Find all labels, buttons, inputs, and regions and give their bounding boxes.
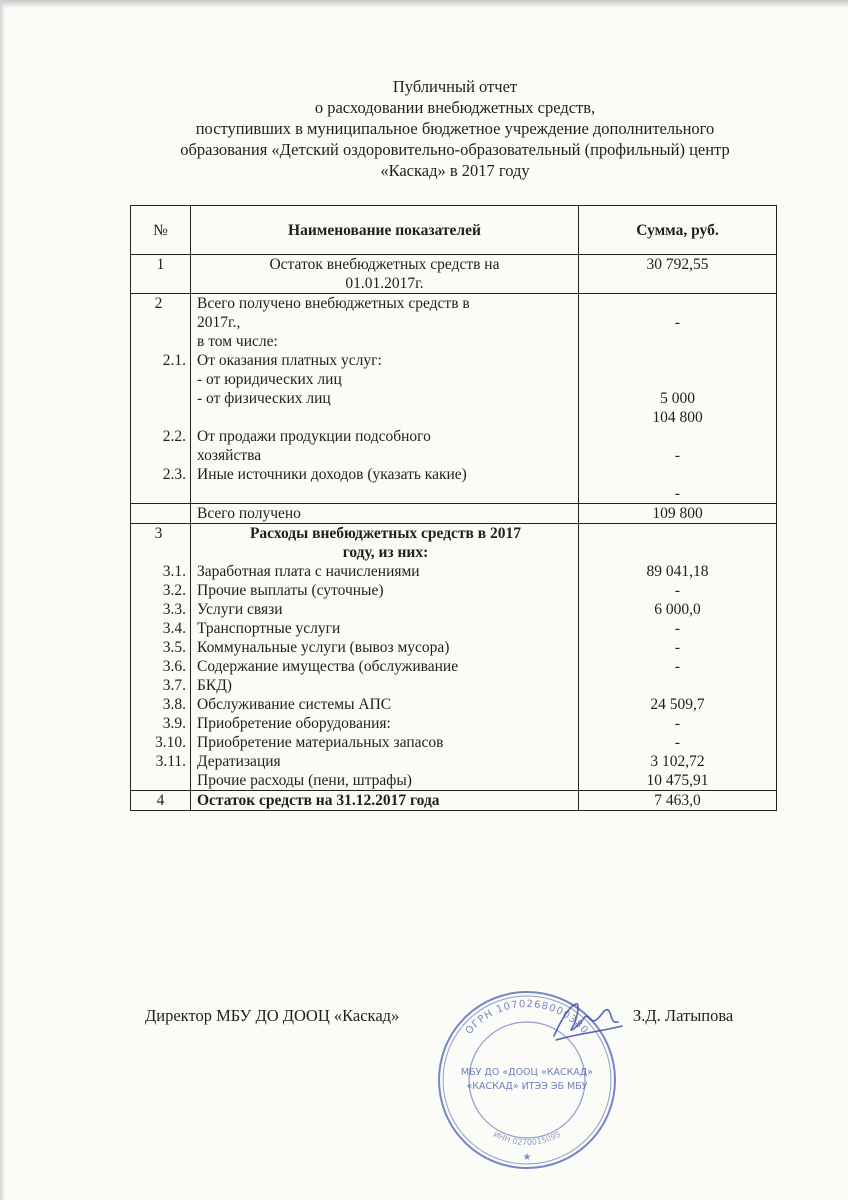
title-line-2: о расходовании внебюджетных средств,: [314, 98, 596, 117]
row3-item: Прочие расходы (пени, штрафы): [197, 772, 412, 789]
header-sum: Сумма, руб.: [579, 206, 777, 255]
row3-num-item: 3.1.: [162, 563, 186, 580]
row3-num-item: 3.3.: [162, 601, 186, 618]
row3-name-line-1: Расходы внебюджетных средств в 2017: [249, 525, 522, 542]
row1-name-line-2: 01.01.2017г.: [345, 275, 424, 292]
row3-sum: -: [674, 658, 681, 675]
row3-item: Транспортные услуги: [197, 620, 341, 637]
row3-item: Прочие выплаты (суточные): [197, 582, 384, 599]
row3-num-item: 3.5.: [162, 639, 186, 656]
row3-sum: -: [674, 582, 681, 599]
table-row-4: [131, 791, 777, 811]
row4-sum: 7 463,0: [579, 791, 777, 811]
row3-sum: 24 509,7: [650, 696, 705, 713]
header-num: №: [131, 206, 191, 255]
row-total-sum: 109 800: [579, 504, 777, 524]
row3-sum: 6 000,0: [654, 601, 701, 618]
row2-name-line-5: - от юридических лиц: [197, 371, 342, 388]
stamp-inner-line-2: «КАСКАД» ИТЭЭ ЭБ МБУ: [466, 1081, 588, 1092]
row1-sum: 30 792,55: [579, 255, 777, 294]
row2-num-2-2: 2.2.: [162, 428, 186, 445]
row3-sum: 3 102,72: [650, 753, 705, 770]
table-row-total-received: [131, 504, 777, 524]
row3-num-item: 3.11.: [155, 753, 186, 770]
row3-item: Обслуживание системы АПС: [197, 696, 392, 713]
row2-sum-other: -: [674, 485, 681, 502]
stamp-outer-text: ОГРН 1070268000380: [463, 998, 591, 1037]
row2-nums: [131, 294, 191, 504]
row3-name: [191, 524, 579, 791]
row2-sum-legal: 5 000: [660, 390, 695, 407]
row2-name-line-9: Иные источники доходов (указать какие): [197, 466, 467, 483]
row3-num-item: 3.9.: [162, 715, 186, 732]
table-row-1: [131, 255, 777, 294]
row3-name-line-2: году, из них:: [342, 544, 429, 561]
stamp-bottom-text: ИНН 0270015095: [491, 1129, 563, 1148]
row2-name-line-1: Всего получено внебюджетных средств в: [197, 295, 470, 312]
row2-sum-physical: 104 800: [652, 409, 703, 426]
row3-num-item: 3.8.: [162, 696, 186, 713]
title-line-5: «Каскад» в 2017 году: [380, 161, 530, 180]
row-total-num: [131, 504, 191, 524]
stamp-inner-line-1: МБУ ДО «ДООЦ «КАСКАД»: [460, 1067, 594, 1078]
row-total-name: Всего получено: [191, 504, 579, 524]
report-table: [130, 205, 777, 811]
row3-item: БКД): [197, 677, 232, 694]
row2-name-line-3: в том числе:: [197, 333, 278, 350]
table-row-3: [131, 524, 777, 791]
row3-nums: [131, 524, 191, 791]
row3-sum: 89 041,18: [646, 563, 709, 580]
table-header-row: [131, 206, 777, 255]
row3-num-item: 3.2.: [162, 582, 186, 599]
row1-num: 1: [131, 255, 191, 294]
title-line-4: образования «Детский оздоровительно-образовательный (профильный) центр: [180, 140, 730, 159]
row3-num: 3: [154, 525, 163, 542]
row3-item: Дератизация: [197, 753, 281, 770]
row4-num: 4: [131, 791, 191, 811]
title-line-3: поступивших в муниципальное бюджетное учреждение дополнительного: [195, 119, 715, 138]
row3-num-item: 3.7.: [162, 677, 186, 694]
row2-num-2-3: 2.3.: [162, 466, 186, 483]
header-name: Наименование показателей: [191, 206, 579, 255]
row3-sum: -: [674, 715, 681, 732]
row2-name-line-7: От продажи продукции подсобного: [197, 428, 431, 445]
scan-edge-left: [0, 0, 5, 1200]
table-row-2: [131, 294, 777, 504]
row3-item: Приобретение оборудования:: [197, 715, 391, 732]
row3-item: Услуги связи: [197, 601, 283, 618]
row2-name: [191, 294, 579, 504]
row3-num-item: 3.4.: [162, 620, 186, 637]
handwritten-signature: [548, 996, 626, 1046]
row2-name-line-6: - от физических лиц: [197, 390, 331, 407]
row3-num-item: 3.6.: [162, 658, 186, 675]
director-name: З.Д. Латыпова: [633, 1006, 734, 1025]
svg-text:★: ★: [522, 1152, 532, 1163]
row3-item: Заработная плата с начислениями: [197, 563, 420, 580]
row1-name-line-1: Остаток внебюджетных средств на: [269, 256, 500, 273]
director-label: Директор МБУ ДО ДООЦ «Каскад»: [145, 1006, 400, 1025]
row3-num-item: 3.10.: [155, 734, 186, 751]
row3-sum: -: [674, 639, 681, 656]
row2-sums: [579, 294, 777, 504]
title-line-1: Публичный отчет: [392, 77, 518, 96]
row2-sum-farm: -: [674, 447, 681, 464]
row2-name-line-4: От оказания платных услуг:: [197, 352, 382, 369]
row2-sum-total: -: [674, 314, 681, 331]
row3-item: Приобретение материальных запасов: [197, 734, 444, 751]
row2-num-2-1: 2.1.: [162, 352, 186, 369]
row2-name-line-2: 2017г.,: [197, 314, 241, 331]
row2-num: 2: [154, 295, 163, 312]
row3-item: Содержание имущества (обслуживание: [197, 658, 459, 675]
row3-sum: -: [674, 734, 681, 751]
report-title: [130, 76, 780, 181]
row1-name: [191, 255, 579, 294]
row4-name: Остаток средств на 31.12.2017 года: [191, 791, 579, 811]
row3-sum: 10 475,91: [646, 772, 709, 789]
row3-sum: -: [674, 620, 681, 637]
row3-item: Коммунальные услуги (вывоз мусора): [197, 639, 450, 656]
row3-sums: [579, 524, 777, 791]
row2-name-line-8: хозяйства: [197, 447, 262, 464]
scan-edge-top: [0, 0, 848, 8]
